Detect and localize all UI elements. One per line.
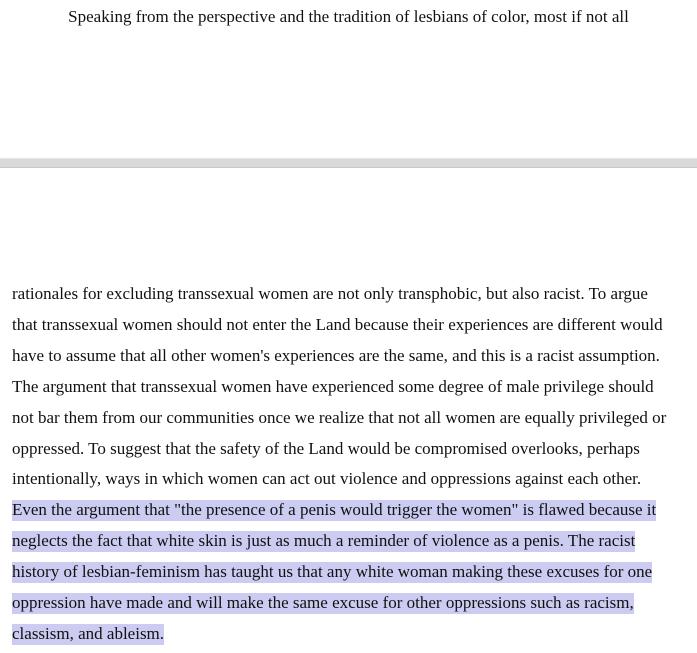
text-line-selected[interactable]: [12, 623, 164, 645]
text-line: oppressed. To suggest that the safety of the Land would be compromised overlooks, perhaps: [12, 439, 640, 458]
text-line: have to assume that all other women's experiences are the same, and this is a racist assumption.: [12, 346, 660, 365]
text-selection[interactable]: oppression have made and will make the same excuse for other oppressions such as racism,: [12, 593, 634, 612]
text-line: The argument that transsexual women have experienced some degree of male privilege should: [12, 377, 654, 396]
text-line-selected[interactable]: [12, 592, 634, 614]
text-line-selected[interactable]: [12, 561, 652, 583]
text-line-selected[interactable]: [12, 499, 656, 521]
document-page-current: [0, 168, 697, 653]
text-line-selected[interactable]: [12, 530, 635, 552]
text-selection[interactable]: Even the argument that "the presence of a penis would trigger the women" is flawed because it: [12, 500, 657, 519]
text-line-previous-page: Speaking from the perspective and the tradition of lesbians of color, most if not all: [68, 7, 629, 26]
text-selection[interactable]: history of lesbian-feminism has taught us that any white woman making these excuses for one: [12, 562, 653, 581]
text-line: intentionally, ways in which women can act out violence and oppressions against each other.: [12, 469, 642, 488]
text-line: rationales for excluding transsexual women are not only transphobic, but also racist. To argue: [12, 284, 648, 303]
text-line: not bar them from our communities once we realize that not all women are equally privileged or: [12, 408, 667, 427]
page-separator: [0, 158, 697, 168]
document-page-previous: [0, 0, 697, 158]
text-selection[interactable]: neglects the fact that white skin is just as much a reminder of violence as a penis. The racist: [12, 531, 636, 550]
text-line: that transsexual women should not enter the Land because their experiences are different would: [12, 315, 663, 334]
text-selection[interactable]: classism, and ableism.: [12, 624, 165, 643]
